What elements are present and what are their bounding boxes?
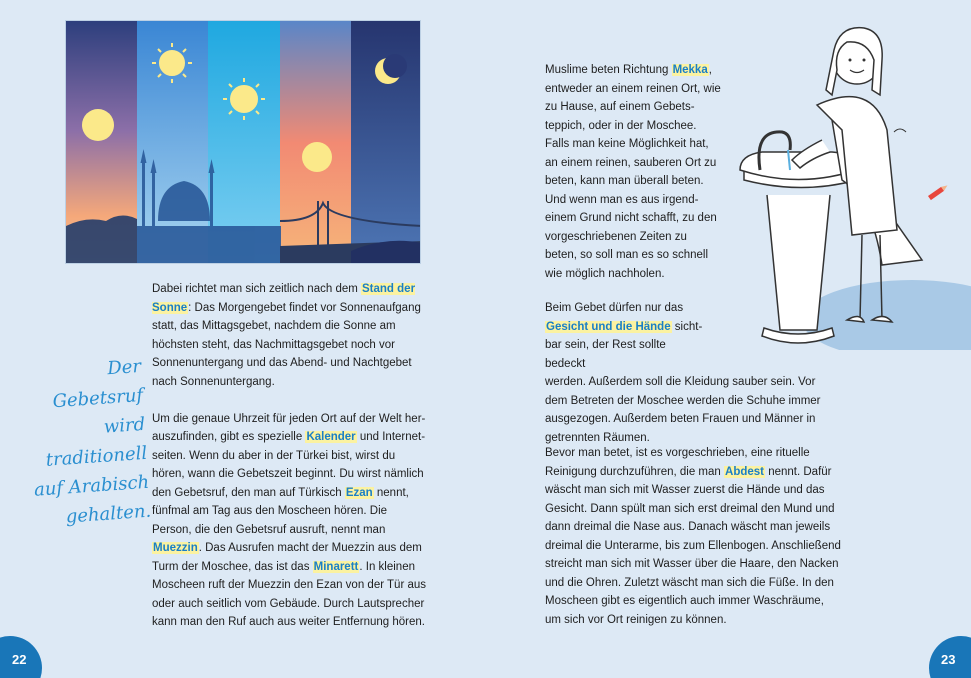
paragraph: Bevor man betet, ist es vorgeschrieben, eine rituelle Reinigung durchzuführen, die man Abdest nennt. Dafür wäscht man sich mit Wasser zuerst die Hände und das Gesicht. Dann spült man sich erst dreimal den Mund und dann dreimal die Nase aus. Danach wäscht man jeweils dreimal die Unterarme, bis zum Ellenbogen. Anschließend streicht man sich mit Wasser über die Haare, den Nacken und die Ohren. Zuletzt wäscht man sich die Füße. In den Moscheen gibt es eigentlich auch immer Waschräume, um sich vor Ort reinigen zu können. — [545, 447, 841, 626]
side-quote — [24, 352, 152, 534]
paragraph: Um die genaue Uhrzeit für jeden Ort auf der Welt herauszufinden, gibt es spezielle Kalender und Internetseiten. Wenn du aber in der Türkei bist, wirst du hören, wann die Gebetszeit beginnt. Du wirst nämlich den Gebetsruf, den man auf Türkisch Ezan nennt, fünfmal am Tag aus den Moscheen hören. Die Person, die den Gebetsruf ausruft, nennt man Muezzin. Das Ausrufen macht der Muezzin aus dem Turm der Moschee, das ist das Minarett. In kleinen Moscheen ruft der Muezzin den Ezan von der Tür aus oder auch seitlich vom Gebäude. Durch Lautsprecher kann man den Ruf auch aus weiter Entfernung hören. — [152, 412, 427, 628]
quote-line: gehalten. — [65, 500, 152, 528]
highlight-term: Kalender — [306, 431, 356, 443]
highlight-term: Stand der Sonne — [152, 283, 416, 314]
highlight-term: Abdest — [725, 465, 764, 478]
highlight-term: Muezzin — [153, 542, 198, 554]
right-text-paragraph-3 — [545, 444, 843, 629]
paragraph: Dabei richtet man sich zeitlich nach dem Stand der Sonne: Das Morgengebet findet vor Sonnenaufgang statt, das Mittagsgebet, nachdem die Sonne am höchsten steht, das Nachmittagsgebet noch vor Sonnenuntergang und das Abend- und Nachtgebet nach Sonnenuntergang. — [152, 283, 421, 388]
highlight-term: Ezan — [345, 486, 373, 499]
quote-line: wird traditionell — [45, 413, 148, 471]
highlight-term: Gesicht und die Hände — [546, 320, 671, 333]
page-number-left: 22 — [0, 636, 42, 678]
paragraph: Beim Gebet dürfen nur das Gesicht und die Hände sichtbar sein, der Rest sollte bedeckt werden. Außerdem soll die Kleidung sauber sein. Vor dem Betreten der Moschee werden die Schuhe immer ausgezogen. Außerdem beten Frauen und Männer in getrennten Räumen. — [545, 302, 821, 444]
quote-line: auf Arabisch — [33, 471, 150, 501]
left-text-column — [152, 280, 428, 632]
girl-washing-illustration — [722, 20, 971, 350]
highlight-term: Minarett — [313, 560, 359, 573]
paragraph: Muslime beten Richtung Mekka, entweder an einem reinen Ort, wie zu Hause, auf einem Gebetsteppich, oder in der Moschee. Falls man keine Möglichkeit hat, an einem reinen, sauberen Ort zu beten, kann man überall beten. Und wenn man es aus irgendeinem Grund nicht schafft, zu den vorgeschriebenen Zeiten zu beten, so soll man es so schnell wie möglich nachholen. — [545, 64, 721, 280]
page-number-right: 23 — [929, 636, 971, 678]
quote-line: Der Gebetsruf — [51, 355, 144, 413]
highlight-term: Mekka — [672, 64, 708, 76]
prayer-times-illustration — [65, 20, 421, 264]
right-text-paragraph-1 — [545, 61, 721, 283]
